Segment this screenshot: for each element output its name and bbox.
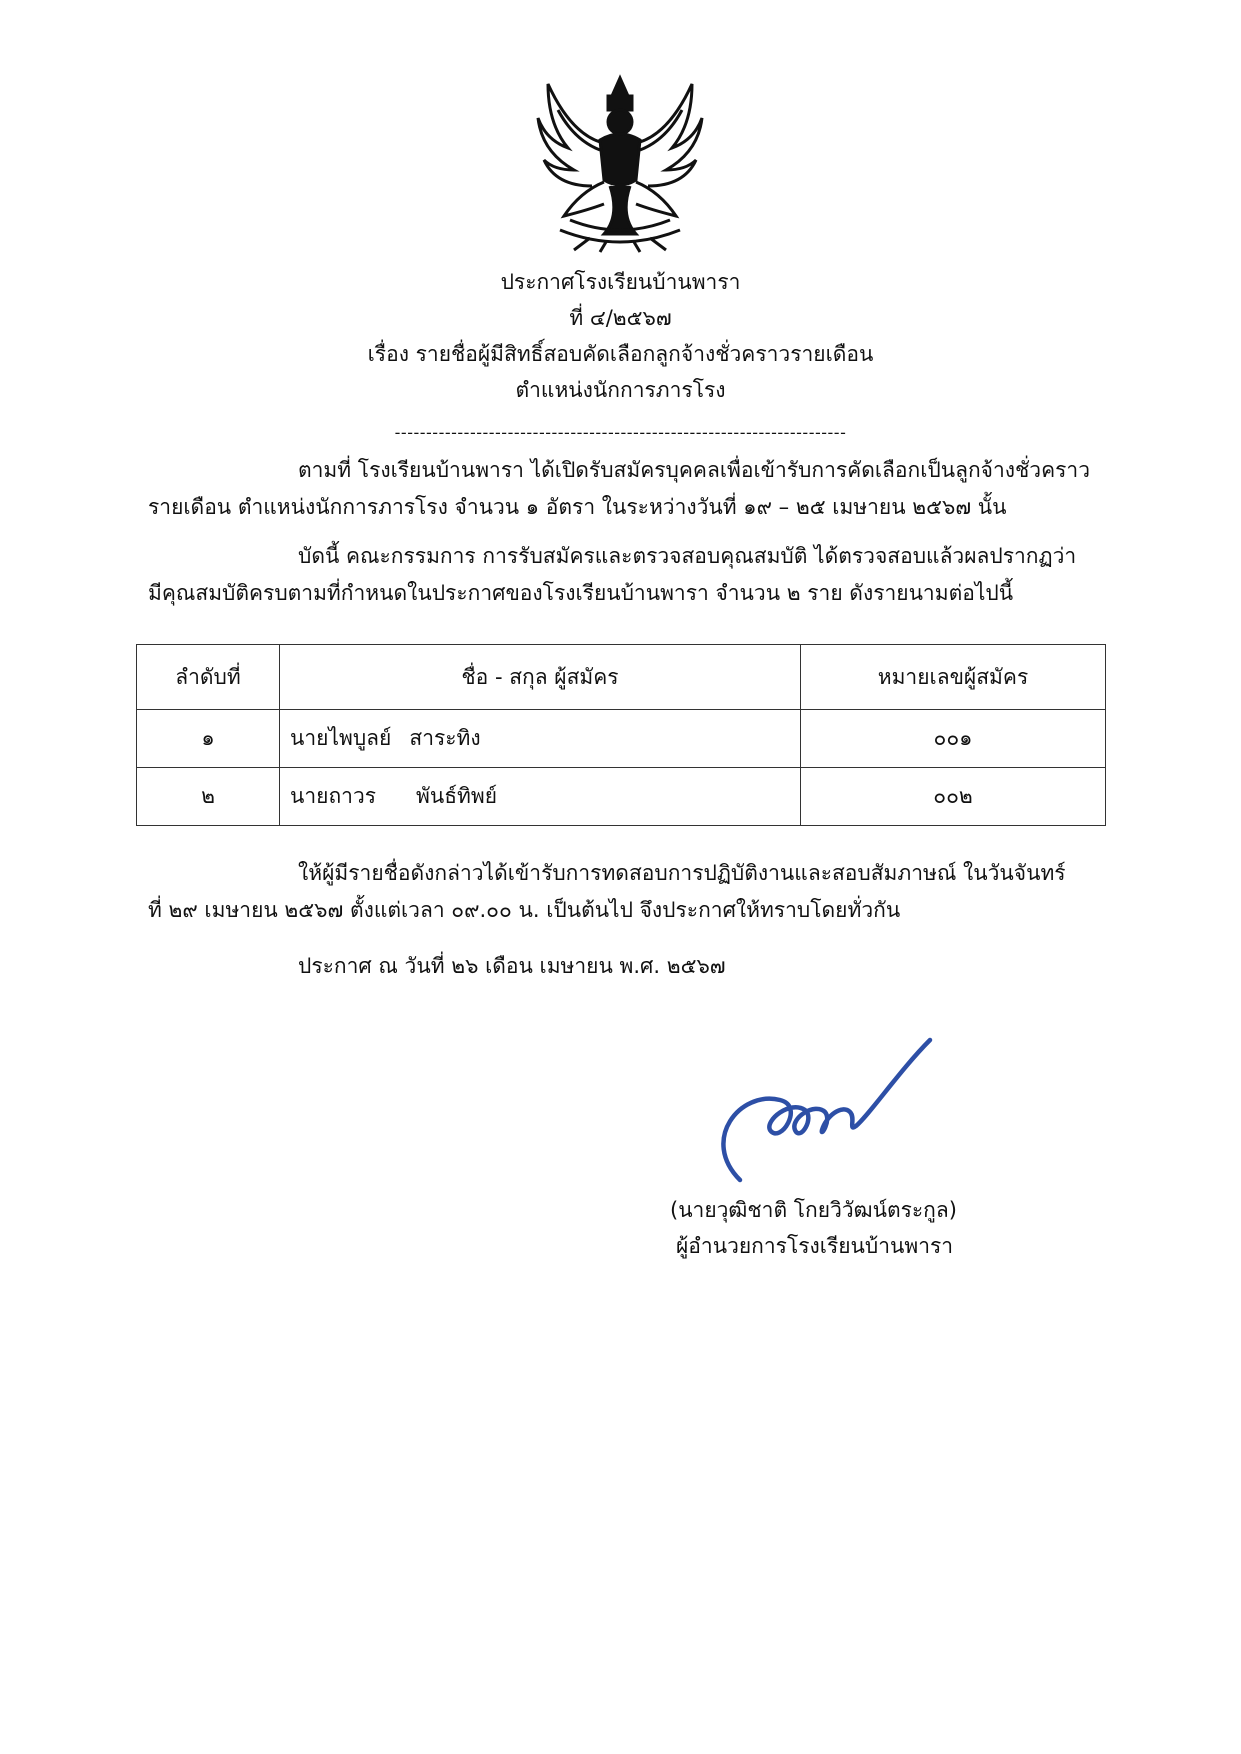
paragraph-intro <box>148 452 1098 526</box>
header-applicant-number: หมายเลขผู้สมัคร <box>801 645 1106 710</box>
row-first-name: นายถาวร <box>290 784 377 808</box>
table-row <box>137 768 1106 826</box>
paragraph-result <box>148 538 1098 612</box>
signatory-title: ผู้อำนวยการโรงเรียนบ้านพารา <box>676 1234 954 1258</box>
paragraph-intro-line-2: รายเดือน ตำแหน่งนักการภารโรง จำนวน ๑ อัตรา ในระหว่างวันที่ ๑๙ – ๒๕ เมษายน ๒๕๖๗ นั้น <box>148 495 1007 519</box>
paragraph-schedule <box>148 855 1098 929</box>
row-applicant-number: ๐๐๒ <box>801 768 1106 826</box>
paragraph-result-line-2: มีคุณสมบัติครบตามที่กำหนดในประกาศของโรงเรียนบ้านพารา จำนวน ๒ ราย ดังรายนามต่อไปนี้ <box>148 581 1014 605</box>
announcement-title: ประกาศโรงเรียนบ้านพารา <box>500 270 741 294</box>
table-row <box>137 710 1106 768</box>
row-last-name: พันธ์ทิพย์ <box>416 784 498 808</box>
row-name <box>280 710 801 768</box>
row-applicant-number: ๐๐๑ <box>801 710 1106 768</box>
paragraph-schedule-line-2: ที่ ๒๙ เมษายน ๒๕๖๗ ตั้งแต่เวลา ๐๙.๐๐ น. เป็นต้นไป จึงประกาศให้ทราบโดยทั่วกัน <box>148 898 901 922</box>
paragraph-schedule-line-1: ให้ผู้มีรายชื่อดังกล่าวได้เข้ารับการทดสอบการปฏิบัติงานและสอบสัมภาษณ์ ในวันจันทร์ <box>298 861 1066 885</box>
row-last-name: สาระทิง <box>409 726 481 750</box>
header-divider: ------------------------------------------------------------------------ <box>394 423 847 442</box>
table-header-row <box>137 645 1106 710</box>
signatory-name: (นายวุฒิชาติ โกยวิวัฒน์ตระกูล) <box>670 1198 957 1222</box>
row-order: ๑ <box>137 710 280 768</box>
announcement-number: ที่ ๔/๒๕๖๗ <box>569 306 672 330</box>
signature-icon <box>710 1030 940 1200</box>
garuda-emblem-icon <box>530 70 710 255</box>
announcement-position: ตำแหน่งนักการภารโรง <box>515 378 726 402</box>
row-name <box>280 768 801 826</box>
row-first-name: นายไพบูลย์ <box>290 726 392 750</box>
announcement-date: ประกาศ ณ วันที่ ๒๖ เดือน เมษายน พ.ศ. ๒๕๖๗ <box>298 954 726 978</box>
header-name: ชื่อ - สกุล ผู้สมัคร <box>280 645 801 710</box>
announcement-subject: เรื่อง รายชื่อผู้มีสิทธิ์สอบคัดเลือกลูกจ้างชั่วคราวรายเดือน <box>367 342 874 366</box>
row-order: ๒ <box>137 768 280 826</box>
paragraph-intro-line-1: ตามที่ โรงเรียนบ้านพารา ได้เปิดรับสมัครบุคคลเพื่อเข้ารับการคัดเลือกเป็นลูกจ้างชั่วคราว <box>298 458 1090 482</box>
header-order: ลำดับที่ <box>137 645 280 710</box>
paragraph-result-line-1: บัดนี้ คณะกรรมการ การรับสมัครและตรวจสอบคุณสมบัติ ได้ตรวจสอบแล้วผลปรากฏว่า <box>298 544 1077 568</box>
applicants-table <box>136 644 1106 826</box>
